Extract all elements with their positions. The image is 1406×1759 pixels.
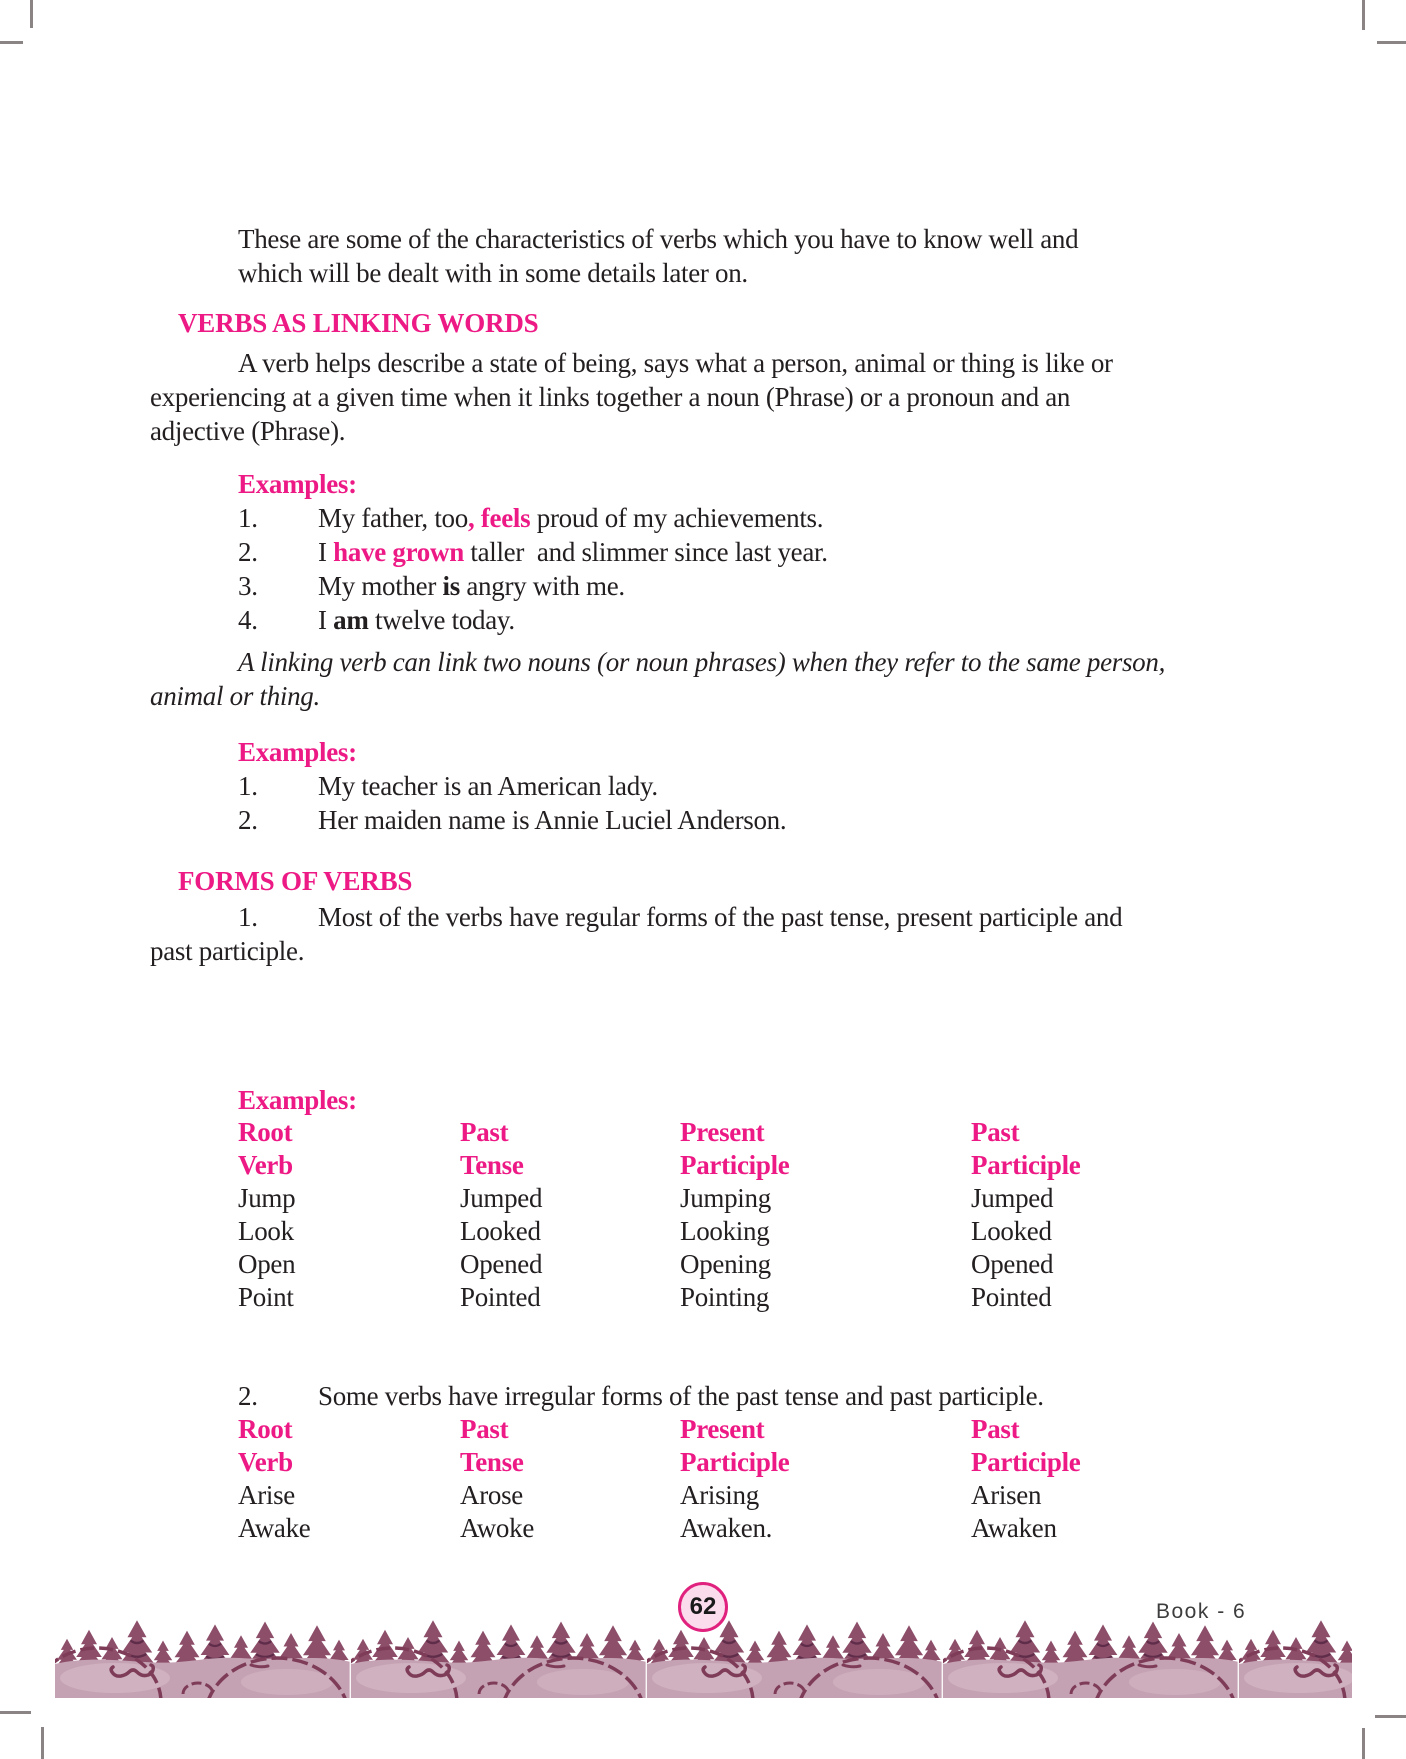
highlighted-verb: , feels xyxy=(467,503,531,533)
table-cell: Arose xyxy=(460,1480,523,1510)
paragraph-line: A verb helps describe a state of being, says what a person, animal or thing is like or xyxy=(238,348,1113,378)
list-number: 1. xyxy=(238,503,258,533)
table-cell: Jumped xyxy=(971,1183,1054,1213)
list-number: 1. xyxy=(238,902,258,932)
highlighted-verb: am xyxy=(333,605,369,635)
table-cell: Awoke xyxy=(460,1513,535,1543)
paragraph-line: adjective (Phrase). xyxy=(150,416,346,446)
section-forms-of-verbs xyxy=(150,864,1240,898)
table-header-cell: Present Participle xyxy=(680,1414,790,1477)
list-item: 3. My mother is angry with me. xyxy=(238,571,625,601)
table-cell: Looked xyxy=(460,1216,541,1246)
crop-mark-bottom-right-vertical xyxy=(1362,1728,1365,1759)
list-item: 2. I have grown taller and slimmer since last year. xyxy=(238,537,828,567)
linking-examples-list-2 xyxy=(150,769,1240,837)
table-cell: Looked xyxy=(971,1216,1052,1246)
list-number: 1. xyxy=(238,771,258,801)
crop-mark-top-left-vertical xyxy=(30,0,33,28)
list-number: 2. xyxy=(238,537,258,567)
page-number: 62 xyxy=(689,1593,717,1620)
page-number-badge xyxy=(678,1582,728,1632)
table-cell: Opened xyxy=(971,1249,1054,1279)
section-heading-forms-of-verbs: FORMS OF VERBS xyxy=(178,866,413,896)
table-header-cell: Past Tense xyxy=(460,1414,524,1477)
list-number: 2. xyxy=(238,805,258,835)
table-cell: Pointed xyxy=(460,1282,541,1312)
table-header-cell: Past Tense xyxy=(460,1117,524,1180)
book-label: Book - 6 xyxy=(1156,1600,1247,1623)
regular-verbs-table xyxy=(150,1116,1240,1314)
table-cell: Arising xyxy=(680,1480,759,1510)
examples-label-3: Examples: xyxy=(238,1085,357,1115)
linking-examples-list xyxy=(150,501,1240,637)
table-cell: Open xyxy=(238,1249,296,1279)
list-number: 3. xyxy=(238,571,258,601)
intro-line: which will be dealt with in some details later on. xyxy=(238,258,748,288)
section-linking-words xyxy=(150,306,1240,340)
table-cell: Pointed xyxy=(971,1282,1052,1312)
highlighted-verb: have grown xyxy=(333,537,464,567)
table-cell: Looking xyxy=(680,1216,770,1246)
linking-note: A linking verb can link two nouns (or noun phrases) when they refer to the same person, animal or thing. xyxy=(150,647,1166,711)
table-cell: Jump xyxy=(238,1183,296,1213)
crop-mark-bottom-left-vertical xyxy=(41,1727,44,1759)
table-header-cell: Past Participle xyxy=(971,1117,1081,1180)
highlighted-verb: is xyxy=(442,571,460,601)
list-number: 4. xyxy=(238,605,258,635)
list-item: 4. I am twelve today. xyxy=(238,605,515,635)
table-cell: Pointing xyxy=(680,1282,770,1312)
table-header-cell: Past Participle xyxy=(971,1414,1081,1477)
crop-mark-top-right-vertical xyxy=(1362,0,1365,30)
intro-line: These are some of the characteristics of verbs which you have to know well and xyxy=(238,224,1079,254)
paragraph-line: experiencing at a given time when it links together a noun (Phrase) or a pronoun and an xyxy=(150,382,1071,412)
list-item: 1. My father, too, feels proud of my achievements. xyxy=(238,503,824,533)
irregular-verbs-table xyxy=(150,1413,1240,1545)
examples-label-2: Examples: xyxy=(238,737,357,767)
table-cell: Look xyxy=(238,1216,294,1246)
intro-paragraph xyxy=(238,222,1240,290)
table-cell: Awaken. xyxy=(680,1513,773,1543)
table-cell: Awaken xyxy=(971,1513,1057,1543)
table-cell: Jumping xyxy=(680,1183,771,1213)
table-cell: Opened xyxy=(460,1249,543,1279)
list-number: 2. xyxy=(238,1381,258,1411)
forms-point-2: 2. Some verbs have irregular forms of the past tense and past participle. xyxy=(238,1381,1044,1411)
table-cell: Jumped xyxy=(460,1183,543,1213)
verb-forms-table-1 xyxy=(238,1116,1240,1314)
table-cell: Awake xyxy=(238,1513,311,1543)
examples-label-1: Examples: xyxy=(238,469,357,499)
table-header-cell: Present Participle xyxy=(680,1117,790,1180)
crop-mark-top-right-horizontal xyxy=(1377,41,1406,44)
table-header-cell: Root Verb xyxy=(238,1117,293,1180)
table-cell: Point xyxy=(238,1282,294,1312)
linking-paragraph xyxy=(150,346,1240,448)
table-header-cell: Root Verb xyxy=(238,1414,293,1477)
table-cell: Arise xyxy=(238,1480,295,1510)
list-item: 1. My teacher is an American lady. xyxy=(238,771,658,801)
crop-mark-top-left-horizontal xyxy=(0,41,23,44)
section-heading-linking-words: VERBS AS LINKING WORDS xyxy=(178,308,539,338)
table-cell: Opening xyxy=(680,1249,771,1279)
crop-mark-bottom-right-horizontal xyxy=(1375,1715,1406,1718)
list-item: 2. Her maiden name is Annie Luciel Anderson. xyxy=(238,805,787,835)
crop-mark-bottom-left-horizontal xyxy=(0,1711,31,1714)
verb-forms-table-2 xyxy=(238,1413,1240,1545)
table-cell: Arisen xyxy=(971,1480,1042,1510)
forms-point-1: 1. Most of the verbs have regular forms of the past tense, present participle and past participle. xyxy=(150,902,1123,966)
